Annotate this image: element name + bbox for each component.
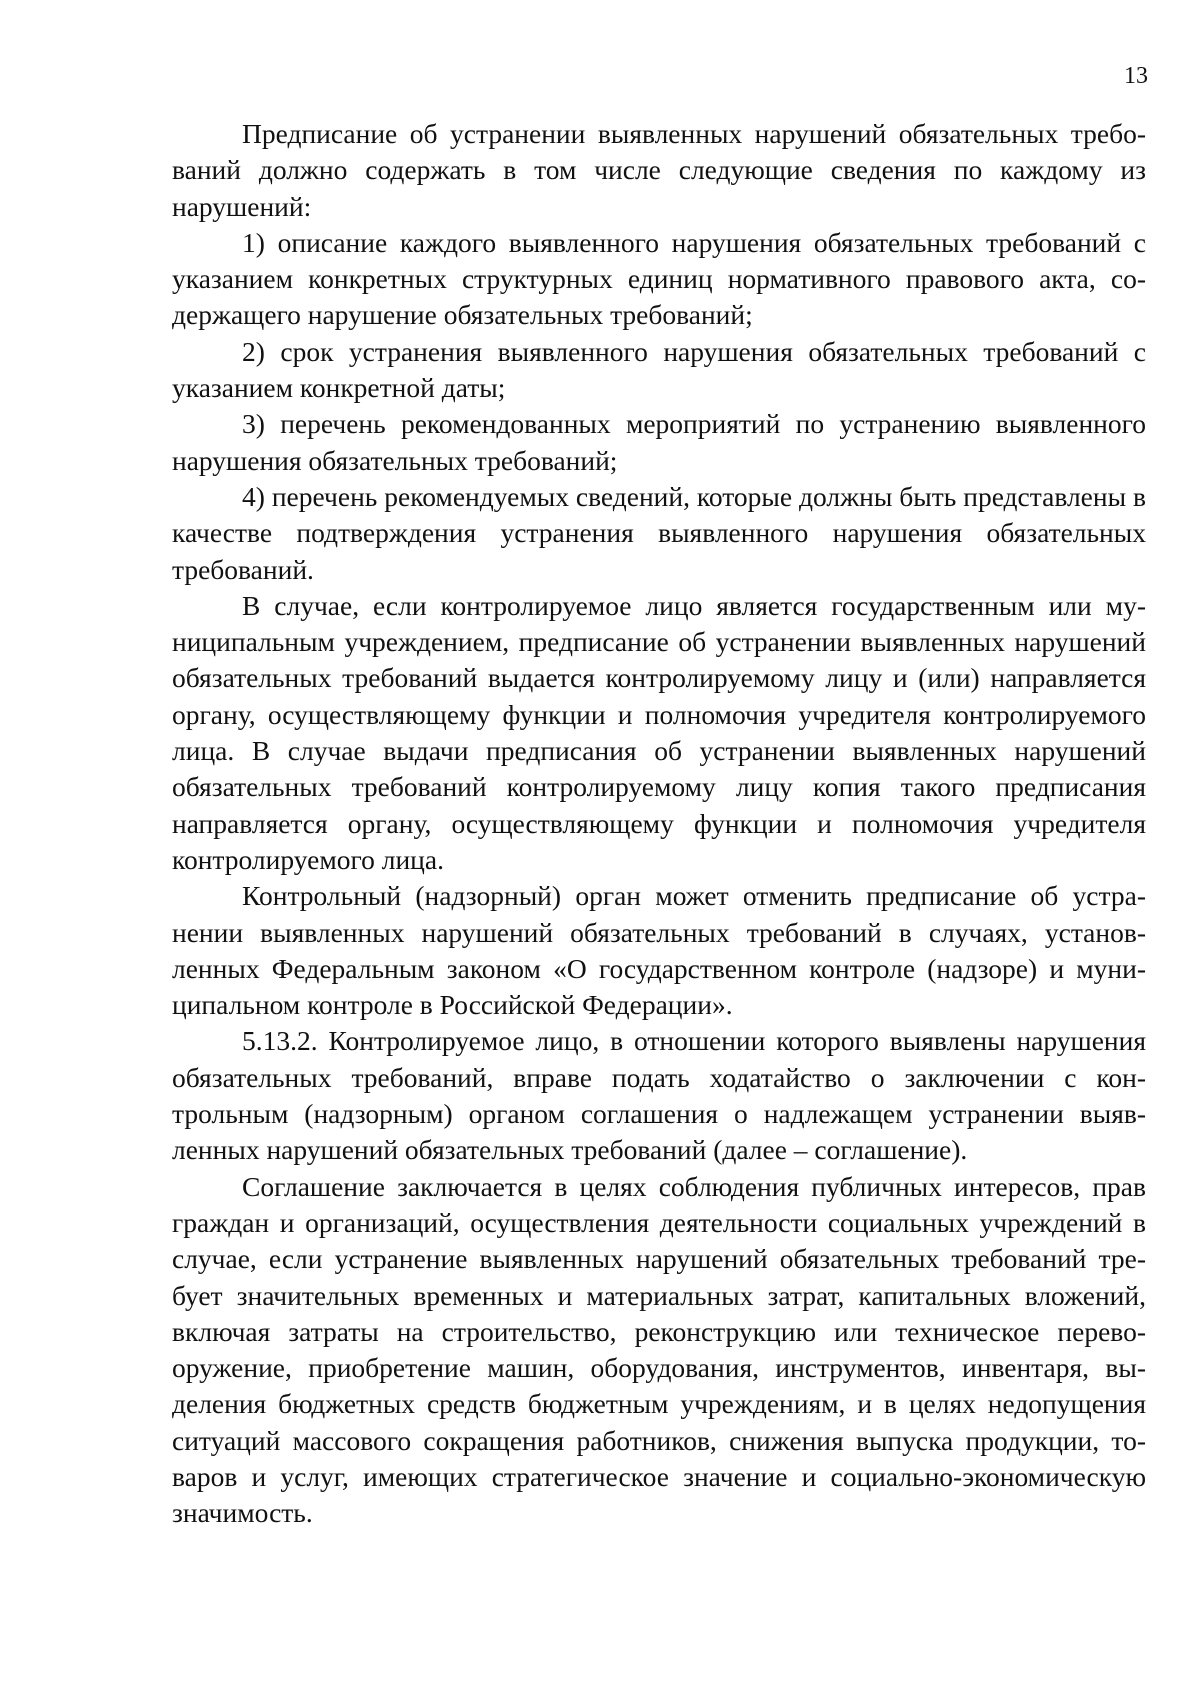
document-body [172, 116, 1146, 1532]
paragraph-section-5-13-2: 5.13.2. Контролируемое лицо, в отношении которого выявлены нарушения обязательных требований, вправе подать ходатайство о заключении с контрольным (надзорным) органом соглашения о надлежащем устранении выявленных нарушений обязательных требований (далее – соглашение). [172, 1025, 1146, 1166]
page-number: 13 [1124, 63, 1148, 89]
paragraph-agreement-purpose: Соглашение заключается в целях соблюдения публичных интересов, прав граждан и организаций, осуществления деятельности социальных учреждений в случае, если устранение выявленных нарушений обязательных требований требует значительных временных и материальных затрат, капитальных вложений, включая затраты на строительство, реконструкцию или техническое перевооружение, приобретение машин, оборудования, инструментов, инвентаря, выделения бюджетных средств бюджетным учреждениям, и в целях недопущения ситуаций массового сокращения работников, снижения выпуска продукции, товаров и услуг, имеющих стратегическое значение и социально-экономическую значимость. [172, 1170, 1146, 1529]
list-item-3-recommended-measures: 3) перечень рекомендованных мероприятий по устранению выявленного нарушения обязательных требований; [172, 408, 1146, 476]
paragraph-state-institution: В случае, если контролируемое лицо является государственным или муниципальным учреждением, предписание об устранении выявленных нарушений обязательных требований выдается контролируемому лицу и (или) направляется органу, осуществляющему функции и полномочия учредителя контролируемого лица. В случае выдачи предписания об устранении выявленных нарушений обязательных требований контролируемому лицу копия такого предписания направляется органу, осуществляющему функции и полномочия учредителя контролируемого лица. [172, 589, 1146, 875]
paragraph-prescription-content: Предписание об устранении выявленных нарушений обязательных требований должно содержать в том числе следующие сведения по каждому из нарушений: [172, 118, 1146, 222]
list-item-2-deadline: 2) срок устранения выявленного нарушения обязательных требований с указанием конкретной даты; [172, 335, 1146, 404]
list-item-1-violation-description: 1) описание каждого выявленного нарушения обязательных требований с указанием конкретных структурных единиц нормативного правового акта, содержащего нарушение обязательных требований; [172, 226, 1146, 331]
paragraph-cancellation: Контрольный (надзорный) орган может отменить предписание об устранении выявленных нарушений обязательных требований в случаях, установленных Федеральным законом «О государственном контроле (надзоре) и муниципальном контроле в Российской Федерации». [172, 880, 1146, 1021]
list-item-4-recommended-information: 4) перечень рекомендуемых сведений, которые должны быть представлены в качестве подтверждения устранения выявленного нарушения обязательных требований. [172, 480, 1146, 585]
